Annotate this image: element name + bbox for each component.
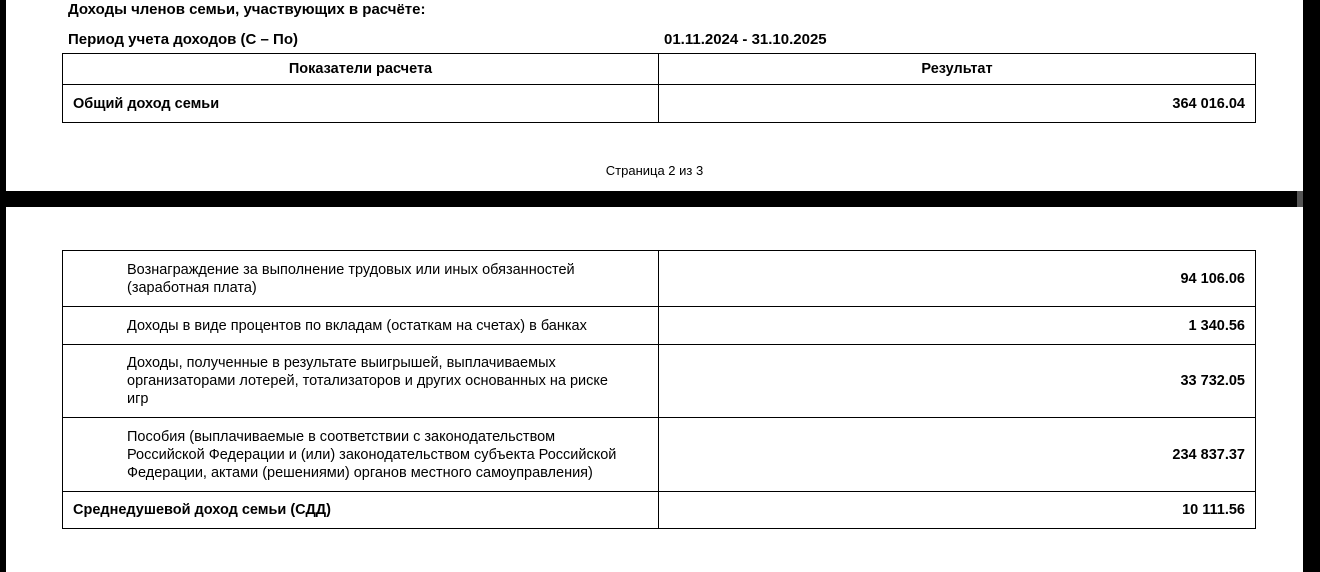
label-line: Федерации, актами (решениями) органов местного самоуправления) [127, 464, 593, 481]
period-value: 01.11.2024 - 31.10.2025 [664, 31, 827, 48]
income-type-label [63, 345, 659, 418]
total-income-label: Общий доход семьи [63, 85, 659, 123]
column-header-indicator: Показатели расчета [63, 54, 659, 85]
income-detail-table [62, 250, 1256, 529]
table-row [63, 307, 1256, 345]
label-line: Вознаграждение за выполнение трудовых или иных обязанностей [127, 261, 575, 278]
table-row [63, 492, 1256, 529]
label-line: Пособия (выплачиваемые в соответствии с законодательством [127, 428, 556, 445]
page-number: Страница 2 из 3 [605, 163, 704, 178]
income-summary-table [62, 53, 1256, 123]
label-line: Доходы, полученные в результате выигрышей, выплачиваемых [127, 355, 556, 371]
table-row [63, 418, 1256, 492]
label-line: игр [127, 391, 149, 407]
income-type-label [63, 307, 659, 345]
period-label: Период учета доходов (С – По) [68, 31, 298, 48]
document-page-top [6, 0, 1303, 191]
document-page-bottom [6, 207, 1303, 572]
income-type-label [63, 418, 659, 492]
section-title: Доходы членов семьи, участвующих в расчёте: [68, 1, 426, 18]
income-value: 1 340.56 [659, 307, 1256, 345]
label-line: организаторами лотерей, тотализаторов и других основанных на риске [127, 373, 608, 389]
label-line: Российской Федерации и (или) законодательством субъекта Российской [127, 446, 617, 463]
income-type-label [63, 251, 659, 307]
table-row [63, 345, 1256, 418]
income-value: 94 106.06 [659, 251, 1256, 307]
label-line: (заработная плата) [127, 279, 257, 296]
income-value: 234 837.37 [659, 418, 1256, 492]
scrollbar-thumb[interactable] [1297, 191, 1303, 207]
table-row [63, 251, 1256, 307]
label-line: Доходы в виде процентов по вкладам (остаткам на счетах) в банках [127, 317, 587, 334]
column-header-result: Результат [659, 54, 1256, 85]
table-header-row [63, 54, 1256, 85]
average-income-value: 10 111.56 [659, 492, 1256, 529]
income-value: 33 732.05 [659, 345, 1256, 418]
total-income-value: 364 016.04 [659, 85, 1256, 123]
average-income-label: Среднедушевой доход семьи (СДД) [63, 492, 659, 529]
table-row [63, 85, 1256, 123]
